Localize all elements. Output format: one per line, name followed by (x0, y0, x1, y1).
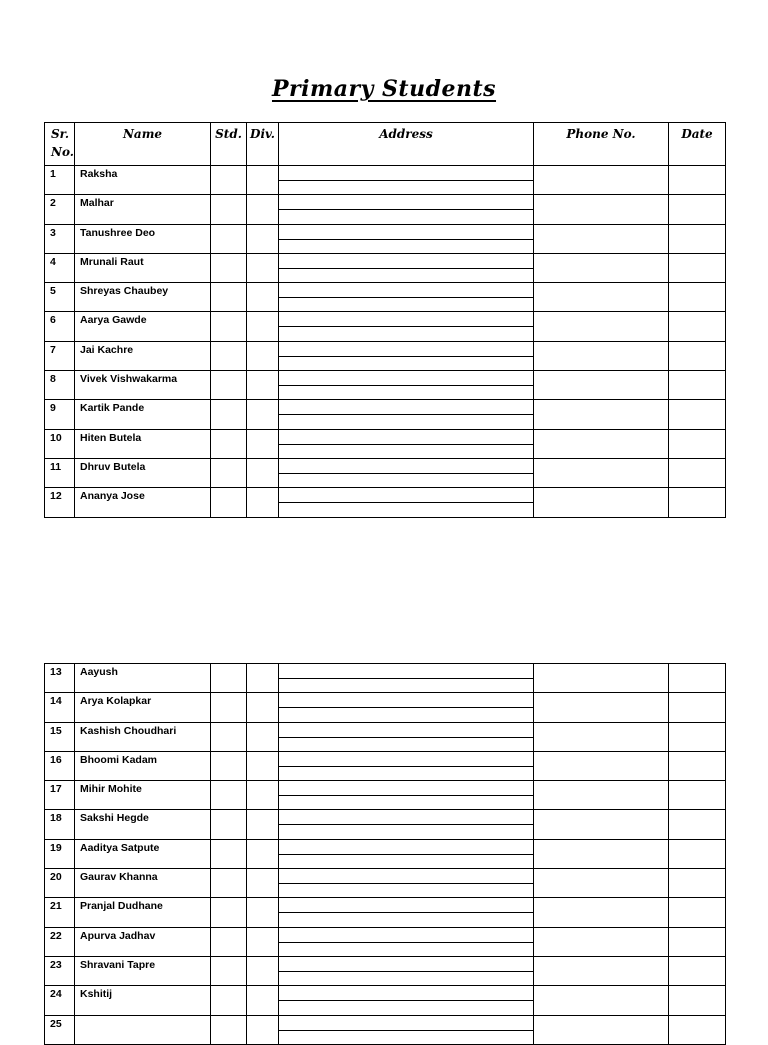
address-divider (279, 385, 533, 386)
std-cell (211, 458, 247, 487)
address-cell (279, 927, 534, 956)
date-cell (669, 986, 726, 1015)
sr-no-cell: 21 (45, 898, 75, 927)
address-divider (279, 883, 533, 884)
address-divider (279, 502, 533, 503)
sr-no-cell: 18 (45, 810, 75, 839)
std-cell (211, 722, 247, 751)
student-name-cell: Aayush (75, 664, 211, 693)
phone-cell (534, 458, 669, 487)
table-row (45, 488, 726, 517)
date-cell (669, 781, 726, 810)
sr-no-cell: 22 (45, 927, 75, 956)
date-cell (669, 810, 726, 839)
student-name-cell: Sakshi Hegde (75, 810, 211, 839)
address-cell (279, 195, 534, 224)
address-cell (279, 693, 534, 722)
date-cell (669, 458, 726, 487)
std-cell (211, 429, 247, 458)
div-cell (247, 166, 279, 195)
address-divider (279, 942, 533, 943)
phone-cell (534, 312, 669, 341)
sr-no-cell: 7 (45, 341, 75, 370)
table-row (45, 341, 726, 370)
table-row (45, 869, 726, 898)
sr-no-cell: 9 (45, 400, 75, 429)
address-divider (279, 1000, 533, 1001)
table-row (45, 283, 726, 312)
table-row (45, 371, 726, 400)
phone-cell (534, 283, 669, 312)
sr-no-cell: 20 (45, 869, 75, 898)
student-name-cell: Tanushree Deo (75, 224, 211, 253)
phone-cell (534, 224, 669, 253)
div-cell (247, 664, 279, 693)
date-cell (669, 429, 726, 458)
phone-cell (534, 927, 669, 956)
table-row (45, 781, 726, 810)
student-name-cell: Aaditya Satpute (75, 839, 211, 868)
sr-no-cell: 17 (45, 781, 75, 810)
std-cell (211, 693, 247, 722)
phone-cell (534, 1015, 669, 1044)
std-cell (211, 341, 247, 370)
table-row (45, 722, 726, 751)
date-cell (669, 400, 726, 429)
date-cell (669, 722, 726, 751)
sr-no-cell: 16 (45, 751, 75, 780)
address-divider (279, 356, 533, 357)
date-cell (669, 869, 726, 898)
address-cell (279, 810, 534, 839)
table-row (45, 986, 726, 1015)
std-cell (211, 224, 247, 253)
header-date: Date (669, 123, 726, 166)
address-cell (279, 458, 534, 487)
sr-no-cell: 14 (45, 693, 75, 722)
date-cell (669, 283, 726, 312)
std-cell (211, 283, 247, 312)
phone-cell (534, 810, 669, 839)
title-text: Primary Students (271, 76, 497, 102)
phone-cell (534, 986, 669, 1015)
phone-cell (534, 371, 669, 400)
table-row (45, 810, 726, 839)
sr-no-cell: 5 (45, 283, 75, 312)
address-cell (279, 429, 534, 458)
student-name-cell: Arya Kolapkar (75, 693, 211, 722)
address-divider (279, 1030, 533, 1031)
sr-no-cell: 11 (45, 458, 75, 487)
table-row (45, 927, 726, 956)
address-cell (279, 371, 534, 400)
std-cell (211, 1015, 247, 1044)
date-cell (669, 956, 726, 985)
address-divider (279, 473, 533, 474)
sr-no-cell: 3 (45, 224, 75, 253)
address-cell (279, 956, 534, 985)
std-cell (211, 839, 247, 868)
address-cell (279, 400, 534, 429)
sr-no-cell: 15 (45, 722, 75, 751)
student-name-cell: Dhruv Butela (75, 458, 211, 487)
div-cell (247, 986, 279, 1015)
table-row (45, 312, 726, 341)
date-cell (669, 224, 726, 253)
div-cell (247, 751, 279, 780)
div-cell (247, 956, 279, 985)
student-name-cell: Hiten Butela (75, 429, 211, 458)
address-cell (279, 341, 534, 370)
header-std: Std. (211, 123, 247, 166)
phone-cell (534, 693, 669, 722)
student-name-cell: Kashish Choudhari (75, 722, 211, 751)
div-cell (247, 429, 279, 458)
address-divider (279, 971, 533, 972)
student-name-cell: Aarya Gawde (75, 312, 211, 341)
phone-cell (534, 488, 669, 517)
address-cell (279, 839, 534, 868)
table-row (45, 195, 726, 224)
date-cell (669, 341, 726, 370)
phone-cell (534, 722, 669, 751)
student-name-cell: Malhar (75, 195, 211, 224)
date-cell (669, 488, 726, 517)
div-cell (247, 312, 279, 341)
address-divider (279, 209, 533, 210)
student-name-cell: Kshitij (75, 986, 211, 1015)
std-cell (211, 956, 247, 985)
std-cell (211, 927, 247, 956)
page-title (0, 76, 768, 102)
phone-cell (534, 956, 669, 985)
address-divider (279, 737, 533, 738)
sr-no-cell: 6 (45, 312, 75, 341)
date-cell (669, 312, 726, 341)
date-cell (669, 927, 726, 956)
div-cell (247, 839, 279, 868)
div-cell (247, 371, 279, 400)
table-row (45, 751, 726, 780)
address-cell (279, 986, 534, 1015)
phone-cell (534, 400, 669, 429)
sr-no-cell: 8 (45, 371, 75, 400)
date-cell (669, 195, 726, 224)
student-name-cell: Kartik Pande (75, 400, 211, 429)
address-divider (279, 444, 533, 445)
student-name-cell: Raksha (75, 166, 211, 195)
address-divider (279, 912, 533, 913)
div-cell (247, 283, 279, 312)
div-cell (247, 722, 279, 751)
table-row (45, 400, 726, 429)
student-name-cell: Mrunali Raut (75, 253, 211, 282)
address-cell (279, 898, 534, 927)
std-cell (211, 898, 247, 927)
student-name-cell: Pranjal Dudhane (75, 898, 211, 927)
address-divider (279, 414, 533, 415)
date-cell (669, 664, 726, 693)
std-cell (211, 986, 247, 1015)
address-divider (279, 678, 533, 679)
header-phone: Phone No. (534, 123, 669, 166)
phone-cell (534, 341, 669, 370)
phone-cell (534, 898, 669, 927)
std-cell (211, 810, 247, 839)
address-cell (279, 488, 534, 517)
table-row (45, 429, 726, 458)
std-cell (211, 869, 247, 898)
address-cell (279, 224, 534, 253)
sr-no-cell: 10 (45, 429, 75, 458)
std-cell (211, 312, 247, 341)
phone-cell (534, 429, 669, 458)
phone-cell (534, 253, 669, 282)
std-cell (211, 781, 247, 810)
std-cell (211, 664, 247, 693)
div-cell (247, 224, 279, 253)
student-name-cell: Shravani Tapre (75, 956, 211, 985)
address-cell (279, 722, 534, 751)
student-name-cell: Mihir Mohite (75, 781, 211, 810)
phone-cell (534, 839, 669, 868)
address-cell (279, 869, 534, 898)
address-divider (279, 824, 533, 825)
std-cell (211, 166, 247, 195)
student-table-2 (44, 663, 726, 1045)
student-name-cell: Shreyas Chaubey (75, 283, 211, 312)
student-name-cell: Gaurav Khanna (75, 869, 211, 898)
phone-cell (534, 781, 669, 810)
sr-no-cell: 2 (45, 195, 75, 224)
header-address: Address (279, 123, 534, 166)
address-divider (279, 766, 533, 767)
phone-cell (534, 195, 669, 224)
table-row (45, 693, 726, 722)
table-row (45, 664, 726, 693)
date-cell (669, 253, 726, 282)
table-row (45, 898, 726, 927)
sr-no-cell: 12 (45, 488, 75, 517)
std-cell (211, 400, 247, 429)
div-cell (247, 195, 279, 224)
address-cell (279, 1015, 534, 1044)
sr-no-cell: 1 (45, 166, 75, 195)
address-divider (279, 297, 533, 298)
student-name-cell: Bhoomi Kadam (75, 751, 211, 780)
div-cell (247, 781, 279, 810)
div-cell (247, 1015, 279, 1044)
div-cell (247, 341, 279, 370)
header-srno: Sr. No. (45, 123, 75, 166)
table-row (45, 253, 726, 282)
div-cell (247, 488, 279, 517)
sr-no-cell: 19 (45, 839, 75, 868)
student-name-cell: Vivek Vishwakarma (75, 371, 211, 400)
phone-cell (534, 869, 669, 898)
address-divider (279, 239, 533, 240)
address-cell (279, 253, 534, 282)
div-cell (247, 869, 279, 898)
student-name-cell: Apurva Jadhav (75, 927, 211, 956)
header-row (45, 123, 726, 166)
address-cell (279, 781, 534, 810)
table-row (45, 839, 726, 868)
address-divider (279, 326, 533, 327)
header-div: Div. (247, 123, 279, 166)
phone-cell (534, 751, 669, 780)
table-row (45, 458, 726, 487)
student-name-cell (75, 1015, 211, 1044)
table-row (45, 166, 726, 195)
student-name-cell: Jai Kachre (75, 341, 211, 370)
std-cell (211, 195, 247, 224)
div-cell (247, 810, 279, 839)
address-divider (279, 795, 533, 796)
student-table-1 (44, 122, 726, 518)
date-cell (669, 839, 726, 868)
address-cell (279, 751, 534, 780)
table-row (45, 1015, 726, 1044)
div-cell (247, 693, 279, 722)
sr-no-cell: 24 (45, 986, 75, 1015)
sr-no-cell: 23 (45, 956, 75, 985)
div-cell (247, 253, 279, 282)
date-cell (669, 898, 726, 927)
phone-cell (534, 166, 669, 195)
date-cell (669, 166, 726, 195)
address-divider (279, 268, 533, 269)
address-cell (279, 166, 534, 195)
div-cell (247, 458, 279, 487)
std-cell (211, 371, 247, 400)
date-cell (669, 371, 726, 400)
header-name: Name (75, 123, 211, 166)
div-cell (247, 927, 279, 956)
std-cell (211, 751, 247, 780)
std-cell (211, 253, 247, 282)
sr-no-cell: 13 (45, 664, 75, 693)
address-divider (279, 180, 533, 181)
table-row (45, 224, 726, 253)
address-divider (279, 707, 533, 708)
address-cell (279, 664, 534, 693)
date-cell (669, 1015, 726, 1044)
table-row (45, 956, 726, 985)
date-cell (669, 693, 726, 722)
phone-cell (534, 664, 669, 693)
div-cell (247, 898, 279, 927)
date-cell (669, 751, 726, 780)
sr-no-cell: 25 (45, 1015, 75, 1044)
address-cell (279, 283, 534, 312)
student-name-cell: Ananya Jose (75, 488, 211, 517)
address-divider (279, 854, 533, 855)
div-cell (247, 400, 279, 429)
std-cell (211, 488, 247, 517)
address-cell (279, 312, 534, 341)
sr-no-cell: 4 (45, 253, 75, 282)
